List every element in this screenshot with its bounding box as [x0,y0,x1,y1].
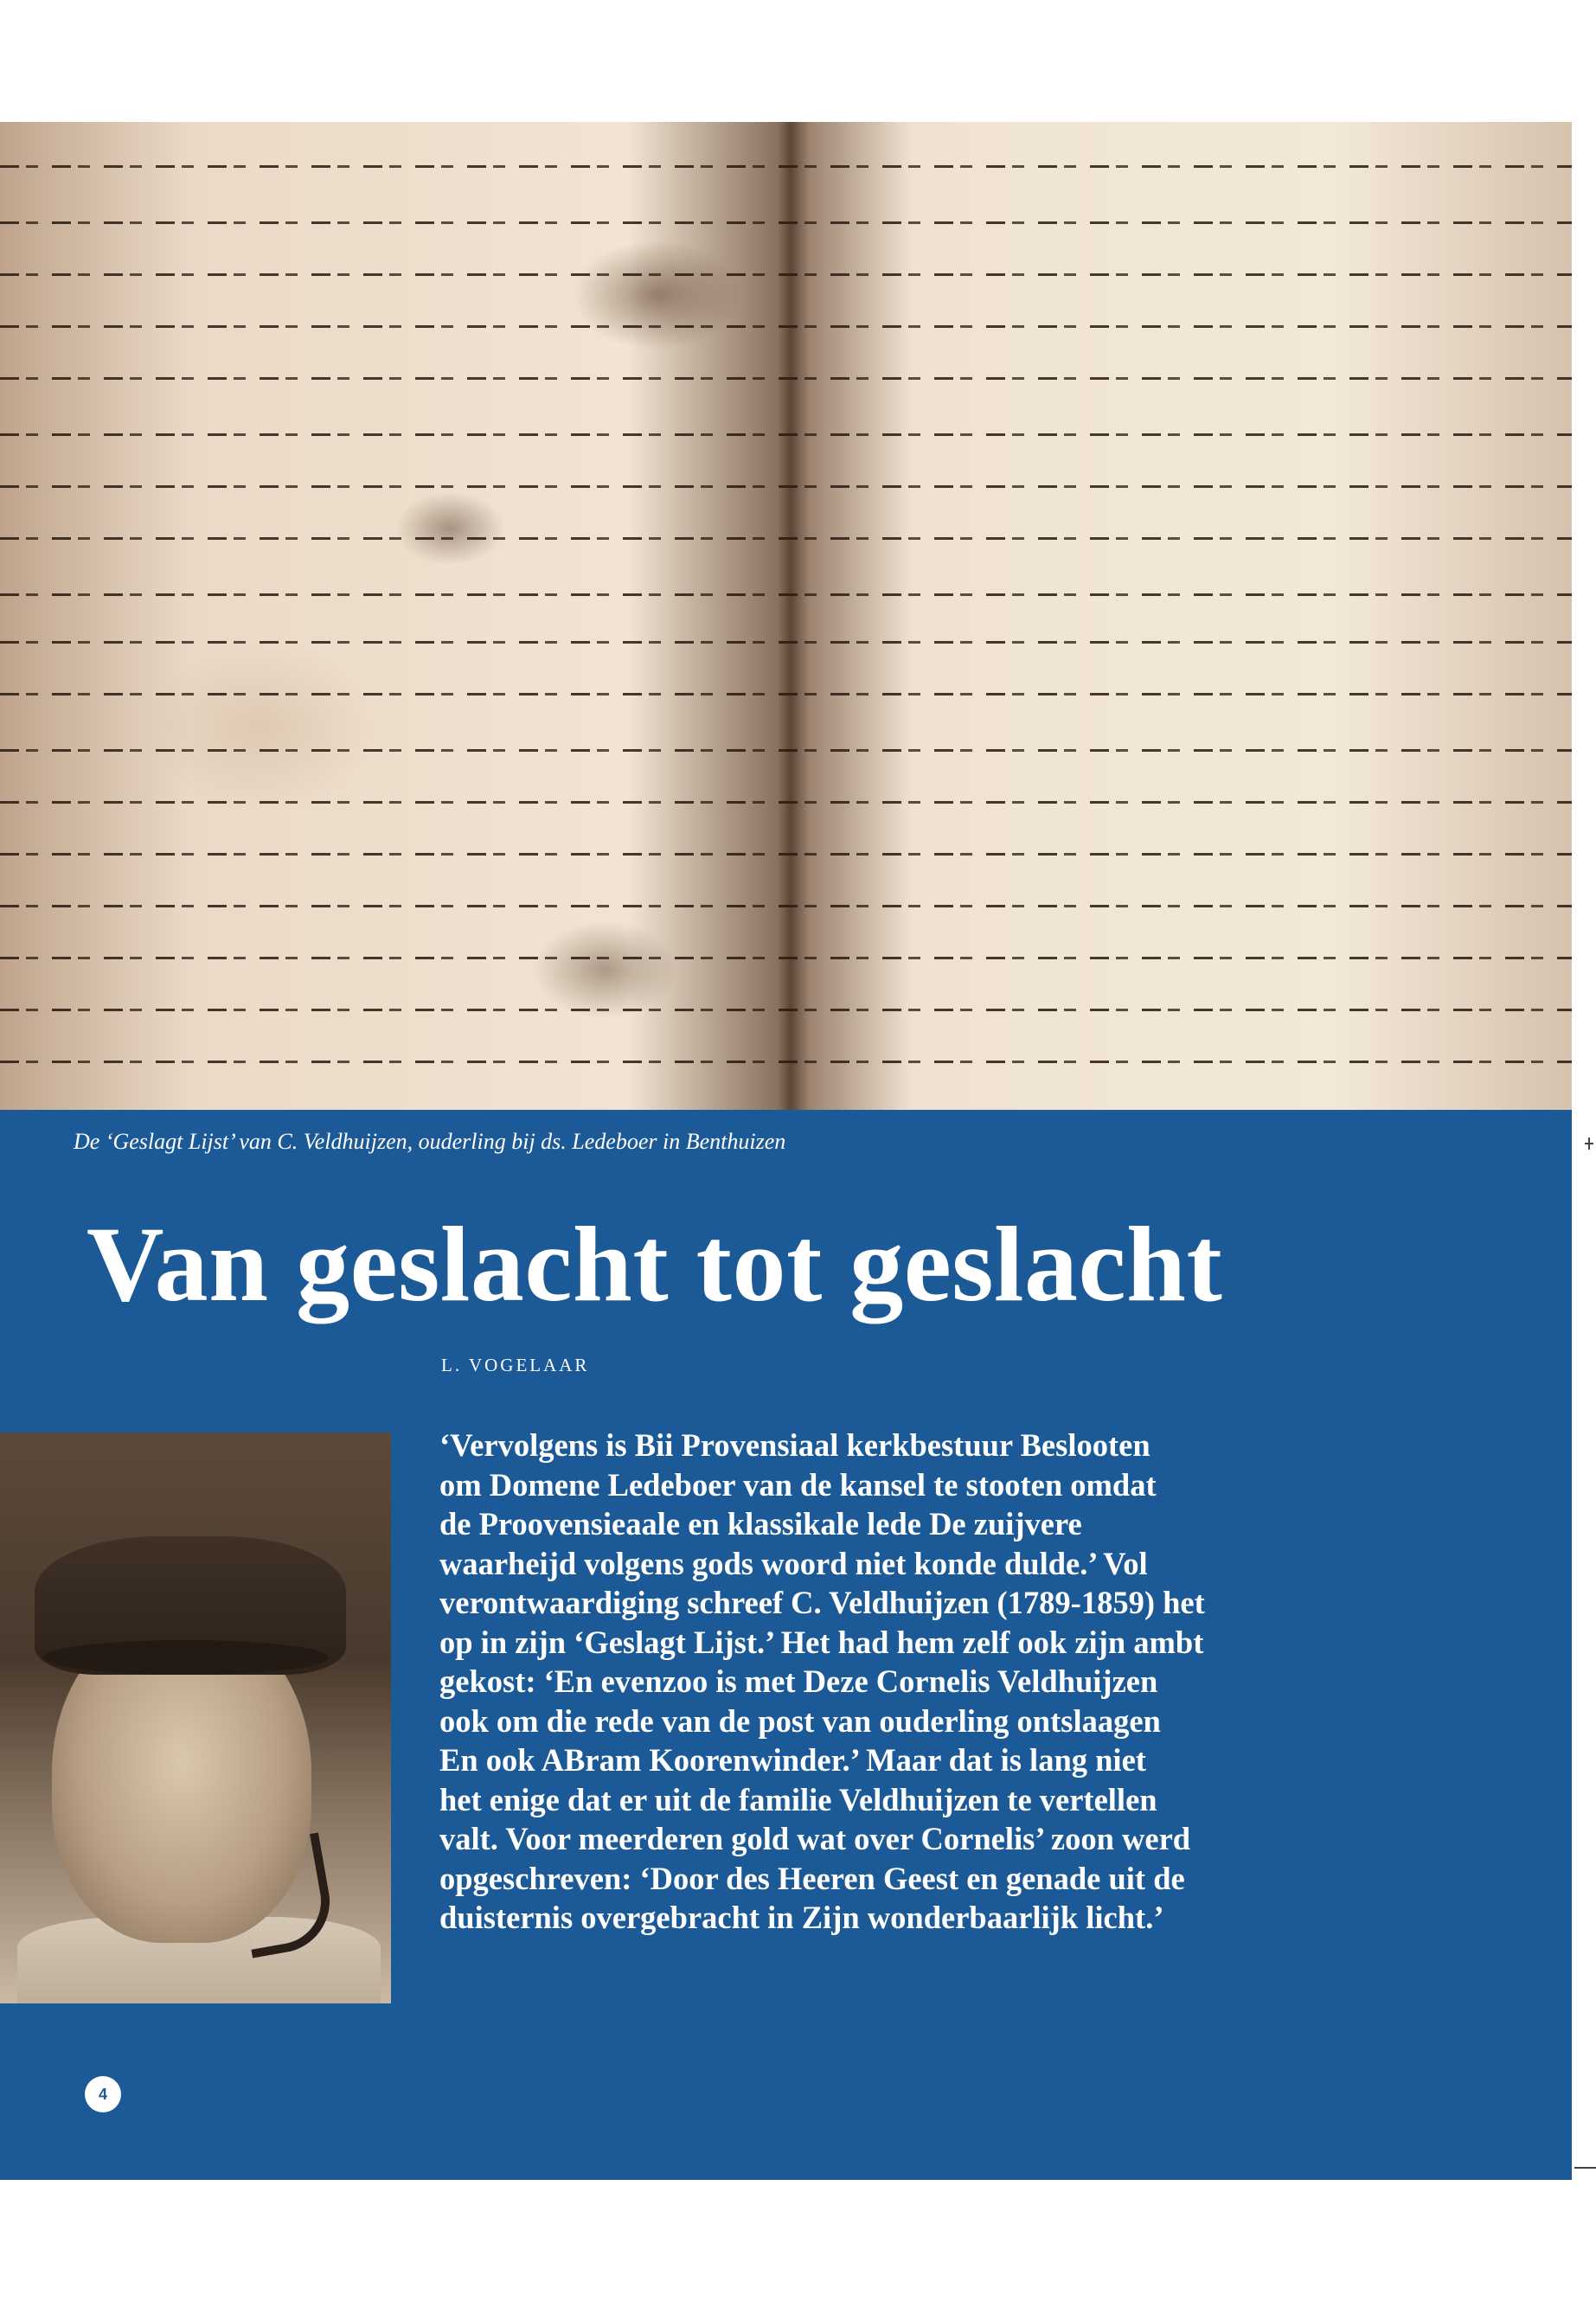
article-author: L. VOGELAAR [441,1355,590,1375]
portrait-photo [0,1433,391,2003]
photo-caption: De ‘Geslagt Lijst’ van C. Veldhuijzen, ouderling bij ds. Ledeboer in Benthuizen [74,1129,786,1154]
manuscript-photo [0,122,1572,1110]
lead-line: de Proovensieaale en klassikale lede De zuijvere [439,1506,1082,1541]
crop-mark [1574,2167,1596,2169]
lead-line: opgeschreven: ‘Door des Heeren Geest en genade uit de [439,1860,1185,1896]
lead-line: op in zijn ‘Geslagt Lijst.’ Het had hem zelf ook zijn ambt [439,1624,1204,1660]
lead-line: ook om die rede van de post van ouderling ontslaagen [439,1702,1161,1739]
page-number: 4 [85,2076,121,2112]
lead-line: verontwaardiging schreef C. Veldhuijzen (1789-1859) het [439,1585,1205,1620]
lead-line: om Domene Ledeboer van de kansel te stooten omdat [439,1466,1157,1503]
lead-line: ‘Vervolgens is Bii Provensiaal kerkbestuur Beslooten [439,1427,1151,1463]
lead-line: duisternis overgebracht in Zijn wonderbaarlijk licht.’ [439,1900,1164,1935]
lead-line: En ook ABram Koorenwinder.’ Maar dat is lang niet [439,1742,1146,1778]
article-title: Van geslacht tot geslacht [87,1205,1223,1324]
lead-line: waarheijd volgens gods woord niet konde dulde.’ Vol [439,1545,1148,1581]
article-lead-paragraph [439,1426,1417,1938]
lead-line: gekost: ‘En evenzoo is met Deze Cornelis Veldhuijzen [439,1663,1158,1699]
lead-line: valt. Voor meerderen gold wat over Cornelis’ zoon werd [439,1821,1191,1856]
lead-line: het enige dat er uit de familie Veldhuijzen te vertellen [439,1781,1157,1817]
crop-mark [1585,1143,1593,1144]
